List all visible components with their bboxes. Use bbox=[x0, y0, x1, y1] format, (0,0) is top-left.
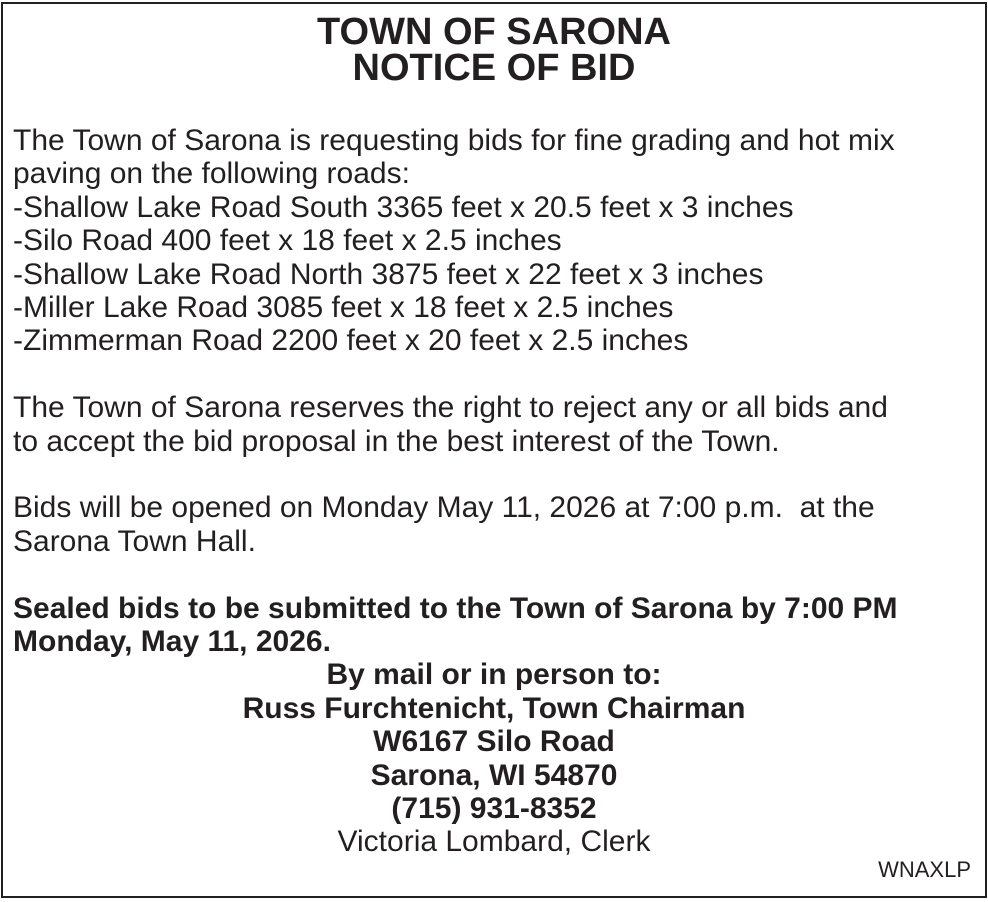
spacer bbox=[13, 86, 975, 124]
notice-title bbox=[13, 11, 975, 89]
sealed-paragraph bbox=[13, 592, 975, 659]
contact-street: W6167 Silo Road bbox=[373, 725, 615, 759]
road-item: -Silo Road 400 feet x 18 feet x 2.5 inches bbox=[13, 224, 562, 258]
spacer bbox=[13, 458, 975, 491]
opening-line-2: Sarona Town Hall. bbox=[13, 524, 256, 558]
reserve-line-2: to accept the bid proposal in the best interest of the Town. bbox=[13, 424, 780, 458]
reserve-line-1: The Town of Sarona reserves the right to reject any or all bids and bbox=[13, 391, 888, 425]
spacer bbox=[13, 558, 975, 591]
intro-line-2: paving on the following roads: bbox=[13, 157, 410, 191]
road-item: -Zimmerman Road 2200 feet x 20 feet x 2.5 inches bbox=[13, 324, 689, 358]
contact-intro: By mail or in person to: bbox=[326, 658, 662, 692]
road-item: -Miller Lake Road 3085 feet x 18 feet x 2.5 inches bbox=[13, 291, 674, 325]
road-item: -Shallow Lake Road North 3875 feet x 22 feet x 3 inches bbox=[13, 257, 764, 291]
title-town: TOWN OF SARONA bbox=[317, 11, 671, 53]
reserve-paragraph bbox=[13, 391, 975, 458]
contact-block bbox=[13, 658, 975, 858]
clerk-name: Victoria Lombard, Clerk bbox=[337, 825, 651, 859]
road-item: -Shallow Lake Road South 3365 feet x 20.5 feet x 3 inches bbox=[13, 190, 794, 224]
sealed-line-2: Monday, May 11, 2026. bbox=[13, 625, 331, 659]
sealed-line-1: Sealed bids to be submitted to the Town of Sarona by 7:00 PM bbox=[13, 591, 898, 625]
roads-list bbox=[13, 191, 975, 358]
opening-paragraph bbox=[13, 491, 975, 558]
contact-name: Russ Furchtenicht, Town Chairman bbox=[242, 691, 746, 725]
intro-line-1: The Town of Sarona is requesting bids for fine grading and hot mix bbox=[13, 124, 895, 157]
contact-phone: (715) 931-8352 bbox=[391, 792, 597, 826]
opening-line-1: Bids will be opened on Monday May 11, 2026 at 7:00 p.m. at the bbox=[13, 491, 875, 525]
title-notice: NOTICE OF BID bbox=[352, 47, 636, 89]
contact-city: Sarona, WI 54870 bbox=[370, 758, 618, 792]
intro-paragraph bbox=[13, 124, 975, 191]
bid-notice bbox=[1, 2, 987, 898]
publication-code: WNAXLP bbox=[878, 857, 971, 882]
spacer bbox=[13, 358, 975, 391]
